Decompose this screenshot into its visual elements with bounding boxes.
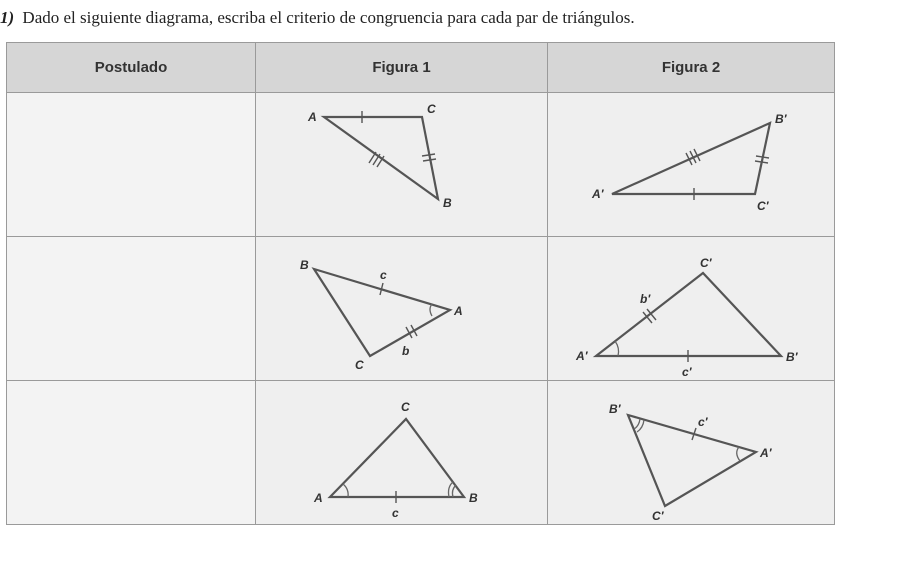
vertex-label-a-prime: A′ — [760, 446, 772, 460]
figura-1-cell — [256, 237, 548, 381]
angle-arc — [737, 447, 740, 461]
triangle-a-prime-b-prime-c-prime — [612, 123, 770, 194]
postulado-answer-cell[interactable] — [7, 237, 256, 381]
vertex-label-a: A — [454, 304, 463, 318]
vertex-label-b: B — [300, 258, 309, 272]
triangle-abc-diagram — [256, 237, 547, 380]
header-postulado: Postulado — [7, 43, 256, 93]
vertex-label-c: C — [427, 102, 436, 116]
vertex-label-a-prime: A′ — [576, 349, 588, 363]
side-tick — [755, 161, 768, 163]
triangle-a-prime-b-prime-c-prime — [628, 415, 756, 506]
question-number: 1) — [0, 8, 15, 27]
question-prompt — [0, 0, 910, 36]
triangle-a-prime-b-prime-c-prime-diagram — [548, 237, 834, 380]
figura-1-cell — [256, 93, 548, 237]
vertex-label-a-prime: A′ — [592, 187, 604, 201]
triangle-a-prime-b-prime-c-prime-diagram — [548, 93, 834, 236]
vertex-label-b-prime: B′ — [786, 350, 798, 364]
side-label-c-prime: c′ — [682, 365, 692, 379]
table-row — [7, 93, 835, 237]
header-figura-2: Figura 2 — [548, 43, 835, 93]
vertex-label-b: B — [469, 491, 478, 505]
table-row — [7, 381, 835, 525]
vertex-label-b-prime: B′ — [775, 112, 787, 126]
vertex-label-c-prime: C′ — [652, 509, 664, 523]
triangle-abc-diagram — [256, 381, 547, 524]
vertex-label-c-prime: C′ — [700, 256, 712, 270]
triangle-a-prime-b-prime-c-prime — [596, 273, 781, 356]
triangle-a-prime-b-prime-c-prime-diagram — [548, 381, 834, 524]
triangle-abc-diagram — [256, 93, 547, 236]
angle-arc — [430, 304, 432, 316]
side-label-c: c — [380, 268, 387, 282]
figura-2-cell — [548, 237, 835, 381]
header-figura-1: Figura 1 — [256, 43, 548, 93]
side-tick — [423, 159, 436, 161]
angle-arc — [615, 341, 619, 356]
postulado-answer-cell[interactable] — [7, 381, 256, 525]
table-header-row — [7, 43, 835, 93]
triangle-abc — [324, 117, 438, 199]
question-text: Dado el siguiente diagrama, escriba el criterio de congruencia para cada par de triángulos. — [22, 8, 635, 27]
table-row — [7, 237, 835, 381]
postulado-answer-cell[interactable] — [7, 93, 256, 237]
vertex-label-c-prime: C′ — [757, 199, 769, 213]
triangle-abc — [330, 419, 464, 497]
vertex-label-a: A — [314, 491, 323, 505]
side-label-c-prime: c′ — [698, 415, 708, 429]
vertex-label-c: C — [355, 358, 364, 372]
angle-arc — [343, 484, 348, 497]
side-label-c: c — [392, 506, 399, 520]
vertex-label-b: B — [443, 196, 452, 210]
figura-1-cell — [256, 381, 548, 525]
figura-2-cell — [548, 93, 835, 237]
figura-2-cell — [548, 381, 835, 525]
side-tick — [422, 154, 435, 156]
side-label-b-prime: b′ — [640, 292, 651, 306]
vertex-label-c: C — [401, 400, 410, 414]
side-label-b: b — [402, 344, 410, 358]
congruence-table — [6, 42, 835, 525]
angle-arc — [634, 419, 640, 429]
vertex-label-a: A — [308, 110, 317, 124]
side-tick — [756, 156, 769, 158]
vertex-label-b-prime: B′ — [609, 402, 621, 416]
triangle-abc — [314, 269, 450, 356]
